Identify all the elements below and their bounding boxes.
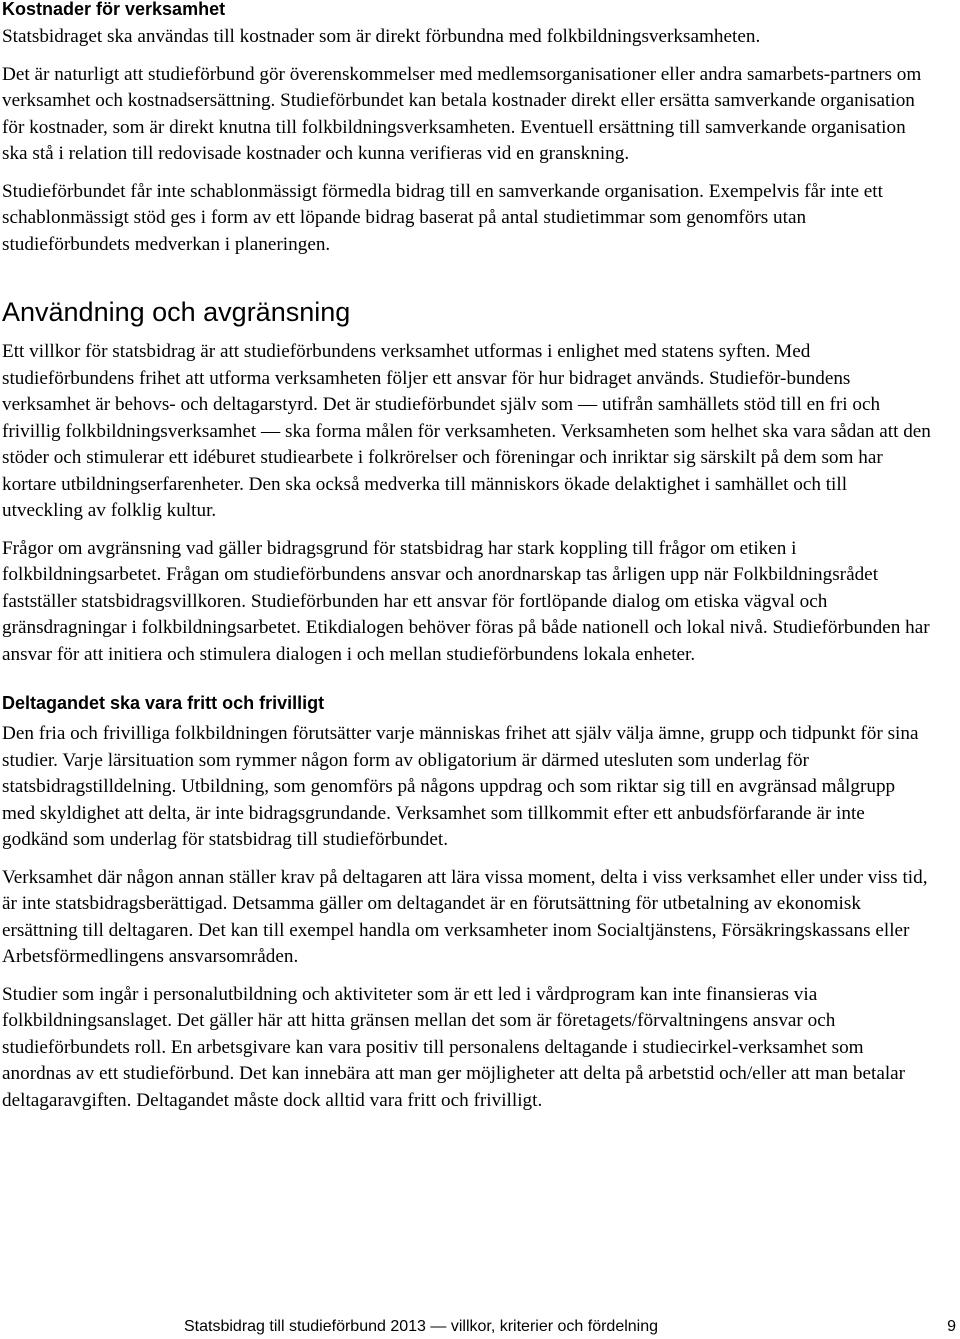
- paragraph: Studier som ingår i personalutbildning och aktiviteter som är ett led i vårdprogram kan inte finansieras via folkbildningsanslaget. Det gäller här att hitta gränsen mellan det som är företagets/förvaltningens ansvar och studieförbundets roll. En arbetsgivare kan vara positiv till personalens deltagande i studiecirkel-verksamhet som anordnas av ett studieförbund. Det kan innebära att man ger möjligheter att delta på arbetstid och/eller att man betalar deltagaravgiften. Deltagandet måste dock alltid vara fritt och frivilligt.: [2, 983, 906, 1111]
- paragraph: Ett villkor för statsbidrag är att studieförbundens verksamhet utformas i enlighet med statens syften. Med studieförbundens frihet att utforma verksamheten följer ett ansvar för hur bidraget används. Studieför-bundens verksamhet är behovs- och deltagarstyrd. Det är studieförbundet själv som — utifrån samhällets stöd till en fri och frivillig folkbildningsverksamhet — ska forma målen för verksamheten. Verksamheten som helhet ska vara sådan att den stöder och stimulerar ett idéburet studiearbete i folkrörelser och föreningar och inriktar sig särskilt på dem som har kortare utbildningserfarenheter. Den ska också medverka till människors ökade delaktighet i samhället och till utveckling av folklig kultur.: [2, 341, 931, 521]
- page-number: 9: [947, 1318, 956, 1335]
- page-footer: [0, 1315, 960, 1339]
- paragraph: Den fria och frivilliga folkbildningen förutsätter varje människas frihet att själv välja ämne, grupp och tidpunkt för sina studier. Varje lärsituation som rymmer någon form av obligatorium är därmed utesluten som underlag för statsbidragstilldelning. Utbildning, som genomförs på någons uppdrag och som riktar sig till en avgränsad målgrupp med skyldighet att delta, är inte bidragsgrundande. Verksamhet som tillkommit efter ett anbudsförfarande är inte godkänd som underlag för statsbidrag till studieförbundet.: [2, 723, 919, 850]
- section-heading-anvandning: Användning och avgränsning: [2, 297, 351, 327]
- section-heading-deltagandet: Deltagandet ska vara fritt och frivilligt: [2, 693, 325, 713]
- paragraph: Verksamhet där någon annan ställer krav på deltagaren att lära vissa moment, delta i viss verksamhet eller under viss tid, är inte statsbidragsberättigad. Detsamma gäller om deltagandet är en förutsättning för utbetalning av ekonomisk ersättning till deltagaren. Det kan till exempel handla om verksamheter inom Socialtjänstens, Försäkringskassans eller Arbetsförmedlingens ansvarsområden.: [2, 866, 928, 967]
- paragraph: Statsbidraget ska användas till kostnader som är direkt förbundna med folkbildningsverksamheten.: [2, 26, 761, 47]
- paragraph: Studieförbundet får inte schablonmässigt förmedla bidrag till en samverkande organisation. Exempelvis får inte ett schablonmässigt stöd ges i form av ett löpande bidrag baserat på antal studietimmar som genomförs utan studieförbundets medverkan i planeringen.: [2, 180, 883, 255]
- paragraph: Frågor om avgränsning vad gäller bidragsgrund för statsbidrag har stark koppling till frågor om etiken i folkbildningsarbetet. Frågan om studieförbundens ansvar och anordnarskap tas årligen upp när Folkbildningsrådet fastställer statsbidragsvillkoren. Studieförbunden har ett ansvar för fortlöpande dialog om etiska vägval och gränsdragningar i folkbildningsarbetet. Etikdialogen behöver föras på både nationell och lokal nivå. Studieförbunden har ansvar för att initiera och stimulera dialogen i och mellan studieförbundens lokala enheter.: [2, 537, 930, 665]
- paragraph: Det är naturligt att studieförbund gör överenskommelser med medlemsorganisationer eller andra samarbets-partners om verksamhet och kostnadsersättning. Studieförbundet kan betala kostnader direkt eller ersätta samverkande organisation för kostnader, som är direkt knutna till folkbildningsverksamheten. Eventuell ersättning till samverkande organisation ska stå i relation till redovisade kostnader och kunna verifieras vid en granskning.: [2, 63, 922, 164]
- section-heading-kostnader: Kostnader för verksamhet: [2, 0, 226, 19]
- footer-title: Statsbidrag till studieförbund 2013 — villkor, kriterier och fördelning: [184, 1318, 659, 1335]
